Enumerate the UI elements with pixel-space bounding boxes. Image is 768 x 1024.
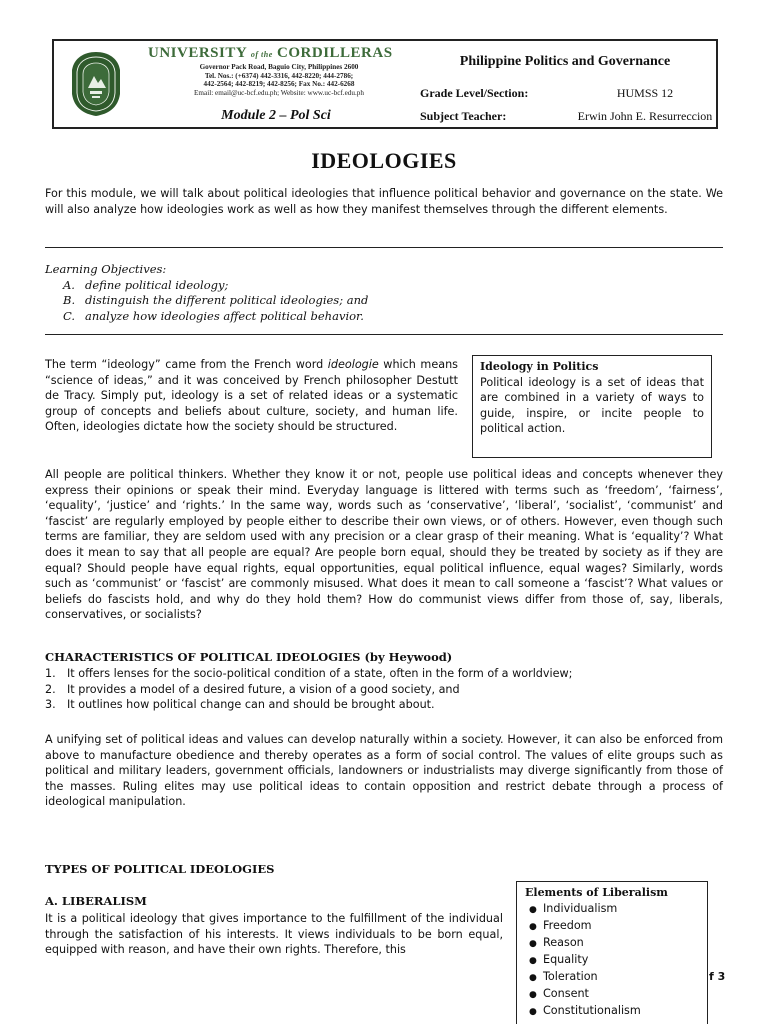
bullet-icon: ● [529, 921, 537, 932]
bullet-icon: ● [529, 989, 537, 1000]
grade-label-cell [412, 83, 572, 106]
teacher-label-cell [412, 106, 572, 127]
teacher-value: Erwin John E. Resurreccion [577, 109, 713, 123]
objective-item: C. analyze how ideologies affect political behavior. [63, 308, 364, 323]
list-item: ● Equality [529, 952, 699, 969]
list-item: ● Freedom [529, 918, 699, 935]
list-item: ● Toleration [529, 969, 699, 986]
elements-list [525, 901, 699, 1020]
institution-cell [140, 41, 412, 106]
logo-cell [54, 41, 140, 127]
unifying-paragraph: A unifying set of political ideas and values can develop naturally within a society. However, it can also be enforced from above to manufacture obedience and thereby operates as a form of social control. The values of elite groups such as political and military leaders, government officials, landowners or industrialists may diverge significantly from those of the masses. Ruling elites may use political ideas to contain opposition and restrict debate through a process of ideological manipulation. [45, 733, 723, 809]
list-item: ● Reason [529, 935, 699, 952]
document-header [52, 39, 718, 129]
objectives-heading: Learning Objectives: [45, 262, 167, 276]
ideology-in-politics-box [472, 355, 712, 458]
characteristics-heading: CHARACTERISTICS OF POLITICAL IDEOLOGIES (by Heywood) [45, 650, 453, 664]
teacher-value-cell [572, 106, 718, 127]
teacher-label: Subject Teacher: [420, 109, 507, 123]
box-title: Elements of Liberalism [525, 886, 668, 899]
learning-objectives [45, 262, 545, 324]
subject-cell [412, 41, 718, 83]
grade-value-cell [572, 83, 718, 106]
liberalism-paragraph: It is a political ideology that gives importance to the fulfillment of the individual through the satisfaction of his interests. It views individuals to be born equal, equipped with reason, and have their own rights. Therefore, this [45, 912, 503, 957]
objective-item: A. define political ideology; [63, 277, 229, 292]
intro-paragraph: For this module, we will talk about political ideologies that influence political behavior and governance on the state. We will also analyze how ideologies work as well as how they manifest themselves through the different elements. [45, 187, 723, 216]
module-cell [140, 106, 412, 127]
characteristics-list [45, 666, 723, 713]
liberalism-heading: A. LIBERALISM [45, 894, 147, 908]
bullet-icon: ● [529, 938, 537, 949]
elements-of-liberalism-box [516, 881, 708, 1024]
objective-item: B. distinguish the different political ideologies; and [63, 293, 369, 308]
grade-value: HUMSS 12 [616, 86, 674, 100]
list-item: 3. It outlines how political change can and should be brought about. [45, 698, 435, 712]
module-label: Module 2 – Pol Sci [221, 108, 331, 123]
university-seal-icon [68, 50, 124, 118]
bullet-icon: ● [529, 955, 537, 966]
list-item: 2. It provides a model of a desired future, a vision of a good society, and [45, 682, 460, 696]
divider-bottom [45, 334, 723, 335]
university-name: UNIVERSITY of the CORDILLERAS [148, 45, 393, 61]
ideology-paragraph: The term “ideology” came from the French word ideologie which means “science of ideas,” and it was conceived by French philosopher Destutt de Tracy. Simply put, ideology is a set of related ideas or a systematic group of concepts and beliefs about culture, society, and human life. Often, ideologies dictate how the society should be structured. [45, 358, 458, 434]
page-title: IDEOLOGIES [311, 148, 457, 173]
list-item: ● Consent [529, 986, 699, 1003]
types-heading: TYPES OF POLITICAL IDEOLOGIES [45, 862, 275, 876]
bullet-icon: ● [529, 904, 537, 915]
grade-label: Grade Level/Section: [420, 86, 529, 100]
political-thinkers-paragraph: All people are political thinkers. Whether they know it or not, people use political ideas and concepts whenever they express their opinions or speak their mind. Everyday language is littered with terms such as ‘freedom’, ‘fairness’, ‘equality’, ‘justice’ and ‘rights.’ In the same way, words such as ‘conservative’, ‘liberal’, ‘socialist’, ‘communist’ and ‘fascist’ are regularly employed by people either to describe their own views, or of others. However, even though such terms are familiar, they are seldom used with any precision or a clear grasp of their meaning. What is ‘equality’? What does it mean to say that all people are equal? Are people born equal, should they be treated by society as if they are equal? Should people have equal rights, equal opportunities, equal political influence, equal wages? Similarly, words such as ‘communist’ or ‘fascist’ are commonly misused. What does it mean to call someone a ‘fascist’? What values or beliefs do fascists hold, and why do they hold them? How do communist views differ from those of, say, liberals, conservatives, or socialists? [45, 468, 723, 622]
box-text: Political ideology is a set of ideas that are combined in a variety of ways to guide, inspire, or incite people to political action. [480, 375, 704, 436]
box-title: Ideology in Politics [480, 360, 599, 373]
bullet-icon: ● [529, 1006, 537, 1017]
divider-top [45, 247, 723, 248]
list-item: ● Individualism [529, 901, 699, 918]
subject-title: Philippine Politics and Governance [459, 54, 671, 69]
bullet-icon: ● [529, 972, 537, 983]
university-address: Governor Pack Road, Baguio City, Philippines 2600 Tel. Nos.: (+6374) 442-3316, 442-8220; 444-2786; 442-2564; 442-8219; 442-8256; Fax No.: 442-6268 Email: email@uc-bcf.edu.ph; Website: www.uc-bcf.edu.ph [194, 63, 364, 97]
list-item: 1. It offers lenses for the socio-political condition of a state, often in the form of a worldview; [45, 667, 573, 680]
list-item: ● Constitutionalism [529, 1003, 699, 1020]
page-number: f 3 [709, 970, 726, 983]
